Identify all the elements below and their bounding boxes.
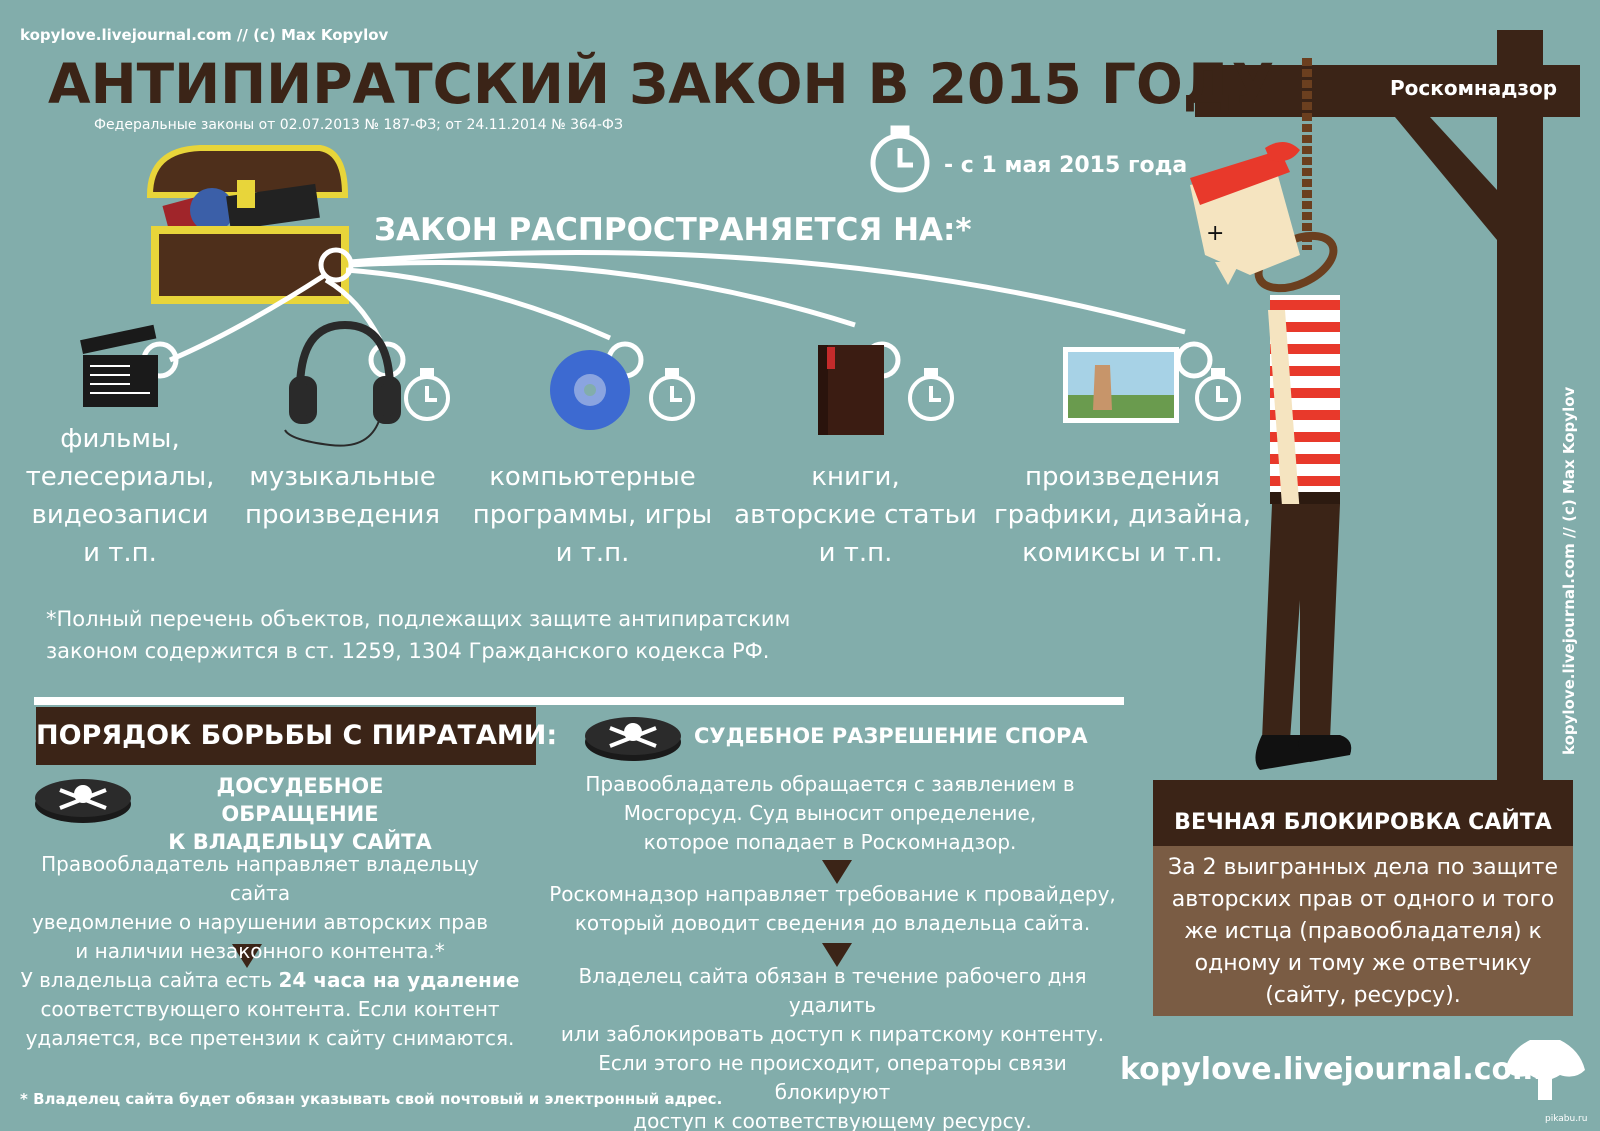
scope-footnote: *Полный перечень объектов, подлежащих защите антипиратским законом содержится в ст. 1259, 1304 Гражданского кодекса РФ. [46,607,791,663]
category-software: компьютерные программы, игры и т.п. [472,462,713,568]
stopwatch-icon [873,128,927,190]
law-reference: Федеральные законы от 02.07.2013 № 187-ФЗ; от 24.11.2014 № 364-ФЗ [94,117,623,133]
court-step1: Правообладатель обращается с заявлением в Мосгорсуд. Суд выносит определение, которое попадает в Роскомнадзор. [585,772,1075,854]
deadline-highlight: 24 часа на удаление [278,968,520,992]
stopwatch-icon [1197,370,1239,419]
court-heading: СУДЕБНОЕ РАЗРЕШЕНИЕ СПОРА [694,724,1088,748]
pretrial-heading: ДОСУДЕБНОЕ ОБРАЩЕНИЕ К ВЛАДЕЛЬЦУ САЙТА [168,774,432,854]
stopwatch-icon [651,370,693,419]
headphones-icon [285,325,397,446]
category-music: музыкальные произведения [245,462,440,530]
block-heading: ВЕЧНАЯ БЛОКИРОВКА САЙТА [1153,800,1573,846]
scope-heading: ЗАКОН РАСПРОСТРАНЯЕТСЯ НА:* [374,212,972,248]
category-books: книги, авторские статьи и т.п. [734,462,977,568]
procedure-heading: ПОРЯДОК БОРЬБЫ С ПИРАТАМИ: [36,707,536,765]
pretrial-step2-rest: соответствующего контента. Если контент удаляется, все претензии к сайту снимаются. [25,997,515,1050]
court-step3: Владелец сайта обязан в течение рабочего дня удалить или заблокировать доступ к пиратскому контенту. Если этого не происходит, операторы связи блокируют доступ к соответствующему ресурсу. [560,964,1105,1131]
court-step2: Роскомнадзор направляет требование к провайдеру, который доводит сведения до владельца сайта. [549,882,1116,935]
film-clapperboard-icon [80,325,158,407]
book-icon [818,345,884,435]
skull-crossbones-icon [585,717,681,761]
footer-site-link[interactable]: kopylove.livejournal.com [1120,1052,1544,1087]
category-films: фильмы, телесериалы, видеозаписи и т.п. [25,424,215,568]
effective-date: - с 1 мая 2015 года [944,153,1188,178]
stopwatch-icon [406,370,448,419]
vertical-credit: kopylove.livejournal.com // (c) Max Kopylov [1560,386,1578,755]
pretrial-step2-prefix: У владельца сайта есть [20,968,279,992]
author-credit: kopylove.livejournal.com // (c) Max Kopylov [20,26,389,44]
picture-icon [1063,347,1179,423]
block-text: За 2 выигранных дела по защите авторских прав от одного и того же истца (правообладателя) к одному и тому же ответчику (сайту, ресурсу). [1153,846,1573,1016]
category-graphics: произведения графики, дизайна, комиксы и т.п. [993,462,1252,568]
pretrial-step2 [10,966,530,1053]
svg-text:+: + [1206,221,1225,246]
roskomnadzor-label: Роскомнадзор [1390,76,1558,100]
skull-crossbones-icon [35,779,131,823]
footer-note: * Владелец сайта будет обязан указывать свой почтовый и электронный адрес. [20,1090,723,1108]
treasure-chest-icon [150,148,345,300]
watermark: pikabu.ru [1545,1114,1588,1124]
pretrial-step1: Правообладатель направляет владельцу сайта уведомление о нарушении авторских прав и наличии незаконного контента.* [31,852,489,963]
disc-icon [550,350,630,430]
section-divider [34,697,1124,705]
gallows-icon [1153,30,1580,802]
stopwatch-icon [910,370,952,419]
page-title: АНТИПИРАТСКИЙ ЗАКОН В 2015 ГОДУ [48,52,1275,116]
